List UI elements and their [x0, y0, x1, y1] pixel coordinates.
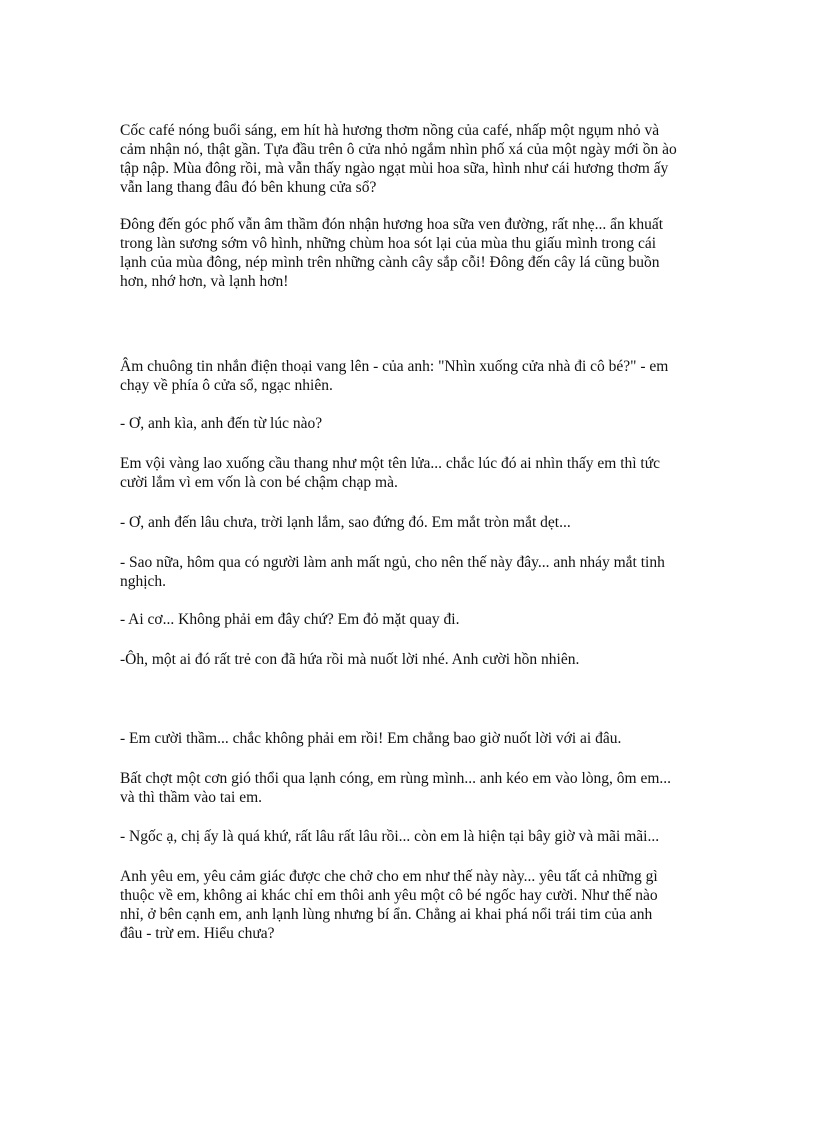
paragraph-3: [120, 357, 700, 395]
paragraph-6: [120, 513, 700, 532]
paragraph-line: Đông đến góc phố vẫn âm thầm đón nhận hương hoa sữa ven đường, rất nhẹ... ẩn khuất: [120, 216, 664, 233]
paragraph-line: nhỉ, ở bên cạnh em, anh lạnh lùng nhưng bí ẩn. Chẳng ai khai phá nổi trái tim của anh: [120, 906, 653, 923]
paragraph-13: [120, 867, 700, 943]
paragraph-5: [120, 454, 700, 492]
paragraph-line: - Ơ, anh đến lâu chưa, trời lạnh lắm, sao đứng đó. Em mắt tròn mắt dẹt...: [120, 514, 571, 531]
paragraph-2: [120, 215, 700, 291]
paragraph-8: [120, 610, 700, 629]
paragraph-line: - Ai cơ... Không phải em đây chứ? Em đỏ mặt quay đi.: [120, 611, 460, 628]
paragraph-line: - Em cười thầm... chắc không phải em rồi! Em chẳng bao giờ nuốt lời với ai đâu.: [120, 730, 622, 747]
paragraph-line: lạnh của mùa đông, nép mình trên những cành cây sắp cỗi! Đông đến cây lá cũng buồn: [120, 254, 660, 271]
paragraph-line: -Ôh, một ai đó rất trẻ con đã hứa rồi mà nuốt lời nhé. Anh cười hồn nhiên.: [120, 651, 580, 668]
paragraph-line: Bất chợt một cơn gió thổi qua lạnh cóng, em rùng mình... anh kéo em vào lòng, ôm em...: [120, 770, 672, 787]
paragraph-line: Em vội vàng lao xuống cầu thang như một tên lửa... chắc lúc đó ai nhìn thấy em thì tức: [120, 455, 661, 472]
paragraph-9: [120, 650, 700, 669]
paragraph-line: vẫn lang thang đâu đó bên khung cửa sổ?: [120, 179, 377, 196]
paragraph-line: trong làn sương sớm vô hình, những chùm hoa sót lại của mùa thu giấu mình trong cái: [120, 235, 657, 252]
paragraph-line: Anh yêu em, yêu cảm giác được che chở cho em như thế này này... yêu tất cả những gì: [120, 868, 658, 885]
paragraph-4: [120, 414, 700, 433]
paragraph-line: - Ơ, anh kìa, anh đến từ lúc nào?: [120, 415, 323, 432]
paragraph-line: - Sao nữa, hôm qua có người làm anh mất ngủ, cho nên thế này đây... anh nháy mắt tinh: [120, 554, 665, 571]
paragraph-10: [120, 729, 700, 748]
paragraph-line: hơn, nhớ hơn, và lạnh hơn!: [120, 273, 289, 290]
paragraph-line: cười lắm vì em vốn là con bé chậm chạp mà.: [120, 474, 398, 491]
paragraph-line: Cốc café nóng buổi sáng, em hít hà hương thơm nồng của café, nhấp một ngụm nhỏ và: [120, 122, 660, 139]
paragraph-line: đâu - trừ em. Hiểu chưa?: [120, 925, 275, 942]
paragraph-11: [120, 769, 700, 807]
paragraph-line: cảm nhận nó, thật gần. Tựa đầu trên ô cửa nhỏ ngắm nhìn phố xá của một ngày mới ồn ào: [120, 141, 677, 158]
paragraph-line: Âm chuông tin nhắn điện thoại vang lên - của anh: "Nhìn xuống cửa nhà đi cô bé?" - em: [120, 358, 669, 375]
paragraph-line: nghịch.: [120, 573, 167, 590]
paragraph-line: chạy về phía ô cửa sổ, ngạc nhiên.: [120, 377, 333, 394]
paragraph-line: tập nập. Mùa đông rồi, mà vẫn thấy ngào ngạt mùi hoa sữa, hình như cái hương thơm ấy: [120, 160, 669, 177]
paragraph-line: và thì thầm vào tai em.: [120, 789, 263, 806]
paragraph-7: [120, 553, 700, 591]
paragraph-12: [120, 827, 700, 846]
paragraph-line: - Ngốc ạ, chị ấy là quá khứ, rất lâu rất lâu rồi... còn em là hiện tại bây giờ và mãi mãi...: [120, 828, 660, 845]
paragraph-1: [120, 121, 700, 197]
paragraph-line: thuộc về em, không ai khác chỉ em thôi anh yêu một cô bé ngốc hay cười. Như thế nào: [120, 887, 658, 904]
